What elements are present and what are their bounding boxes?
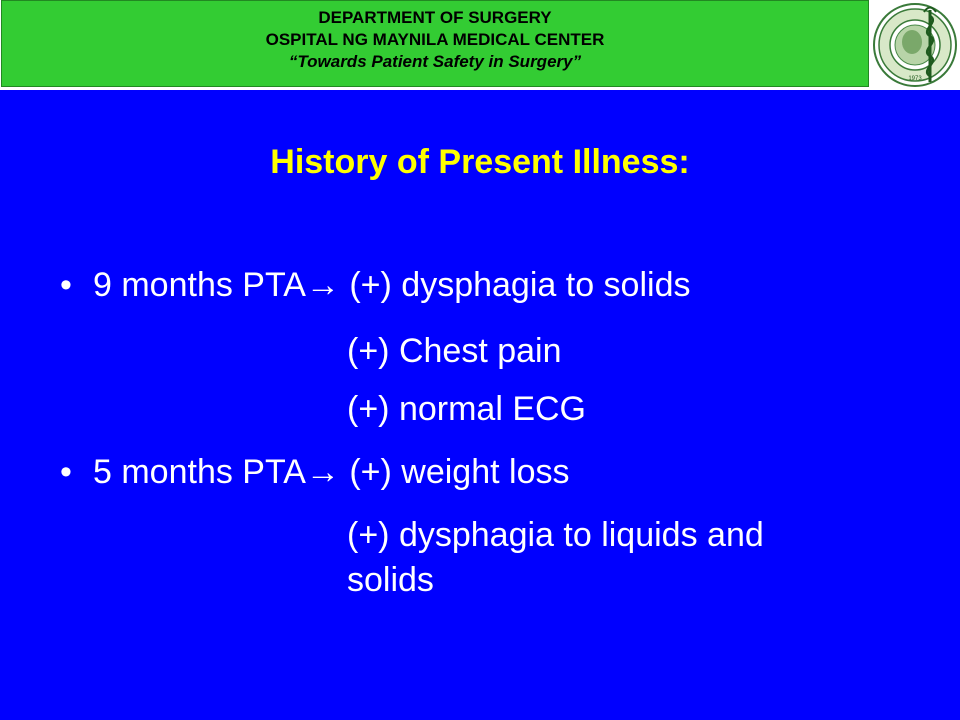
sub-item-normal-ecg: (+) normal ECG [347,390,586,428]
bullet-item-1: 9 months PTA→ (+) dysphagia to solids [93,266,691,304]
seal-year: 1973 [908,76,922,82]
department-motto: “Towards Patient Safety in Surgery” [288,52,582,71]
department-seal-icon [872,2,958,88]
bullet-item-2: 5 months PTA→ (+) weight loss [93,453,570,491]
sub-item-chest-pain: (+) Chest pain [347,332,562,370]
header [0,0,960,90]
hospital-name: OSPITAL NG MAYNILA MEDICAL CENTER [265,30,605,49]
bullet-marker: • [60,266,72,304]
bullet-marker: • [60,453,72,491]
slide-title: History of Present Illness: [270,143,690,181]
department-name: DEPARTMENT OF SURGERY [318,8,552,27]
sub-item-solids: solids [347,561,434,599]
department-banner [1,0,869,87]
sub-item-dysphagia-liquids: (+) dysphagia to liquids and [347,516,764,554]
